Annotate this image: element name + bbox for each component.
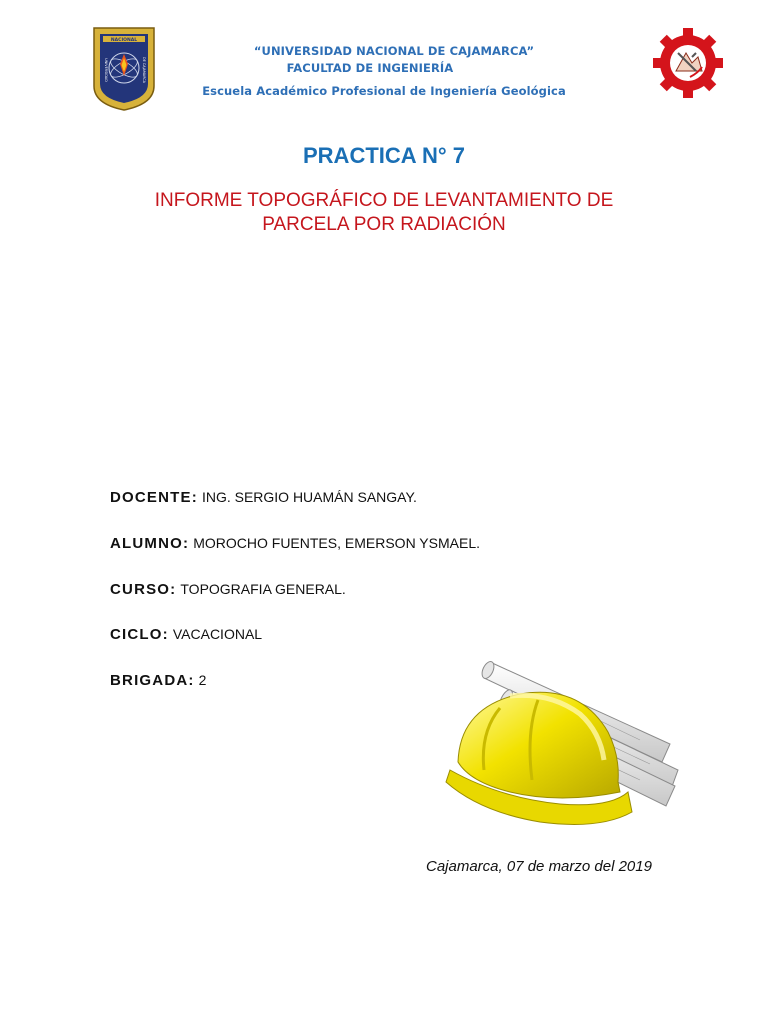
field-value: MOROCHO FUENTES, EMERSON YSMAEL. xyxy=(193,535,480,551)
logo-text-right: DE CAJAMARCA xyxy=(142,57,146,83)
field-label: DOCENTE: xyxy=(110,489,198,506)
date-line: Cajamarca, 07 de marzo del 2019 xyxy=(426,858,652,875)
field-ciclo xyxy=(110,626,262,643)
report-subtitle xyxy=(94,189,674,237)
field-curso xyxy=(110,581,346,598)
page-title: PRACTICA N° 7 xyxy=(303,143,465,168)
school-name: Escuela Académico Profesional de Ingeniería Geológica xyxy=(202,84,566,98)
faculty-gear-logo-icon xyxy=(652,27,724,99)
hardhat-blueprints-icon xyxy=(440,652,685,840)
university-name: “UNIVERSIDAD NACIONAL DE CAJAMARCA” xyxy=(253,44,535,58)
field-label: BRIGADA: xyxy=(110,672,195,689)
field-value: VACACIONAL xyxy=(172,626,263,642)
subtitle-line-1: INFORME TOPOGRÁFICO DE LEVANTAMIENTO DE xyxy=(154,190,614,211)
faculty-name: FACULTAD DE INGENIERÍA xyxy=(286,61,454,75)
field-docente xyxy=(110,489,417,506)
field-brigada xyxy=(110,672,206,689)
subtitle-line-2: PARCELA POR RADIACIÓN xyxy=(262,214,506,235)
field-value: 2 xyxy=(198,672,207,688)
field-alumno xyxy=(110,535,480,552)
field-label: CICLO: xyxy=(110,626,169,643)
field-value: TOPOGRAFIA GENERAL. xyxy=(180,581,346,597)
logo-text-top: NACIONAL xyxy=(110,38,138,43)
field-label: CURSO: xyxy=(110,581,177,598)
field-label: ALUMNO: xyxy=(110,535,190,552)
logo-text-left: UNIVERSIDAD xyxy=(104,58,108,82)
field-value: ING. SERGIO HUAMÁN SANGAY. xyxy=(201,489,417,505)
